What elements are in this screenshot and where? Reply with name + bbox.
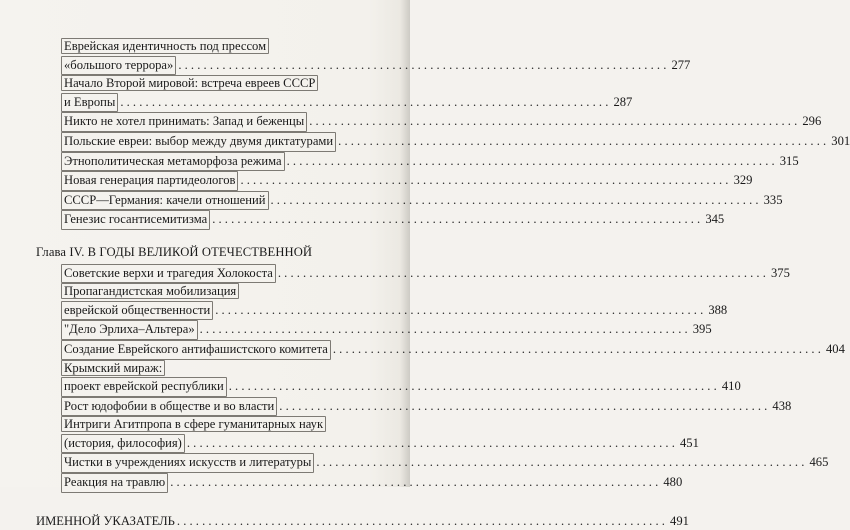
toc-section-list-after	[0, 264, 845, 493]
leader-dots	[316, 454, 804, 472]
toc-entry[interactable]	[0, 112, 822, 132]
page-number: 404	[825, 341, 845, 356]
leader-dots	[333, 341, 821, 359]
leader-dots	[279, 398, 767, 416]
toc-entry-text: Генезис госантисемитизма	[61, 210, 210, 230]
leader-dots	[177, 513, 665, 530]
table-of-contents	[0, 38, 850, 530]
page-number: 491	[670, 513, 689, 528]
toc-entry[interactable]	[0, 38, 691, 75]
toc-entry[interactable]	[0, 473, 683, 493]
page-number: 329	[733, 173, 753, 188]
toc-entry[interactable]	[0, 171, 753, 191]
toc-entry-text: Новая генерация партидеологов	[61, 171, 238, 191]
leader-dots	[178, 57, 666, 75]
toc-entry-text: Начало Второй мировой: встреча евреев СССР	[61, 75, 318, 91]
toc-entry-text: Рост юдофобии в обществе и во власти	[61, 397, 277, 417]
page-number: 301	[831, 133, 850, 148]
toc-entry-text: СССР—Германия: качели отношений	[61, 191, 269, 211]
toc-entry-text: Пропагандистская мобилизация	[61, 283, 239, 299]
toc-entry[interactable]	[0, 397, 792, 417]
toc-entry-text: Интриги Агитпропа в сфере гуманитарных наук	[61, 416, 326, 432]
page-number: 438	[772, 398, 792, 413]
page-number: 465	[809, 455, 829, 470]
page-number: 277	[671, 57, 691, 72]
toc-entry[interactable]	[0, 340, 845, 360]
toc-entry[interactable]	[0, 283, 728, 320]
index-title: ИМЕННОЙ УКАЗАТЕЛЬ	[36, 513, 175, 528]
toc-entry-text: Реакция на травлю	[61, 473, 168, 493]
toc-entry[interactable]	[0, 132, 850, 152]
toc-entry-text: «большого террора»	[61, 56, 176, 76]
page-number: 345	[705, 212, 725, 227]
toc-entry[interactable]	[0, 152, 799, 172]
toc-entry-text: Этнополитическая метаморфоза режима	[61, 152, 285, 172]
toc-entry[interactable]	[0, 264, 790, 284]
leader-dots	[338, 133, 826, 151]
page-number: 287	[613, 94, 633, 109]
leader-dots	[200, 321, 688, 339]
page-number: 296	[802, 114, 822, 129]
index-entry[interactable]	[0, 513, 689, 530]
toc-entry-text: (история, философия)	[61, 434, 185, 454]
page-number: 375	[770, 265, 790, 280]
leader-dots	[278, 265, 766, 283]
toc-entry-text: Крымский мираж:	[61, 360, 165, 376]
page-number: 395	[692, 322, 712, 337]
page-number: 480	[663, 475, 683, 490]
leader-dots	[215, 302, 703, 320]
toc-entry-text: и Европы	[61, 93, 118, 113]
chapter-title: Глава IV. В ГОДЫ ВЕЛИКОЙ ОТЕЧЕСТВЕННОЙ	[36, 244, 313, 259]
page-number: 388	[708, 302, 728, 317]
toc-entry-text: Создание Еврейского антифашистского комитета	[61, 340, 331, 360]
toc-entry[interactable]	[0, 75, 633, 112]
leader-dots	[240, 172, 728, 190]
toc-entry-text: проект еврейской республики	[61, 377, 227, 397]
toc-entry-text: Польские евреи: выбор между двумя диктатурами	[61, 132, 336, 152]
page-number: 315	[779, 153, 799, 168]
page-number: 335	[763, 192, 783, 207]
toc-entry-text: Еврейская идентичность под прессом	[61, 38, 269, 54]
chapter-heading	[0, 244, 410, 262]
toc-entry-text: Советские верхи и трагедия Холокоста	[61, 264, 276, 284]
toc-entry[interactable]	[0, 320, 712, 340]
leader-dots	[229, 378, 717, 396]
toc-entry[interactable]	[0, 191, 783, 211]
leader-dots	[120, 94, 608, 112]
page-number: 410	[721, 379, 741, 394]
toc-entry-text: Чистки в учреждениях искусств и литературы	[61, 453, 314, 473]
leader-dots	[187, 435, 675, 453]
toc-entry[interactable]	[0, 210, 725, 230]
page-number: 451	[679, 435, 699, 450]
toc-entry[interactable]	[0, 360, 741, 397]
toc-entry[interactable]	[0, 453, 829, 473]
toc-entry-text: еврейской общественности	[61, 301, 213, 321]
leader-dots	[309, 113, 797, 131]
leader-dots	[212, 211, 700, 229]
toc-entry-text: Никто не хотел принимать: Запад и беженцы	[61, 112, 307, 132]
leader-dots	[170, 474, 658, 492]
toc-entry[interactable]	[0, 416, 699, 453]
leader-dots	[271, 192, 759, 210]
toc-entry-text: "Дело Эрлиха–Альтера»	[61, 320, 198, 340]
toc-section-list-before	[0, 38, 850, 230]
leader-dots	[287, 153, 775, 171]
